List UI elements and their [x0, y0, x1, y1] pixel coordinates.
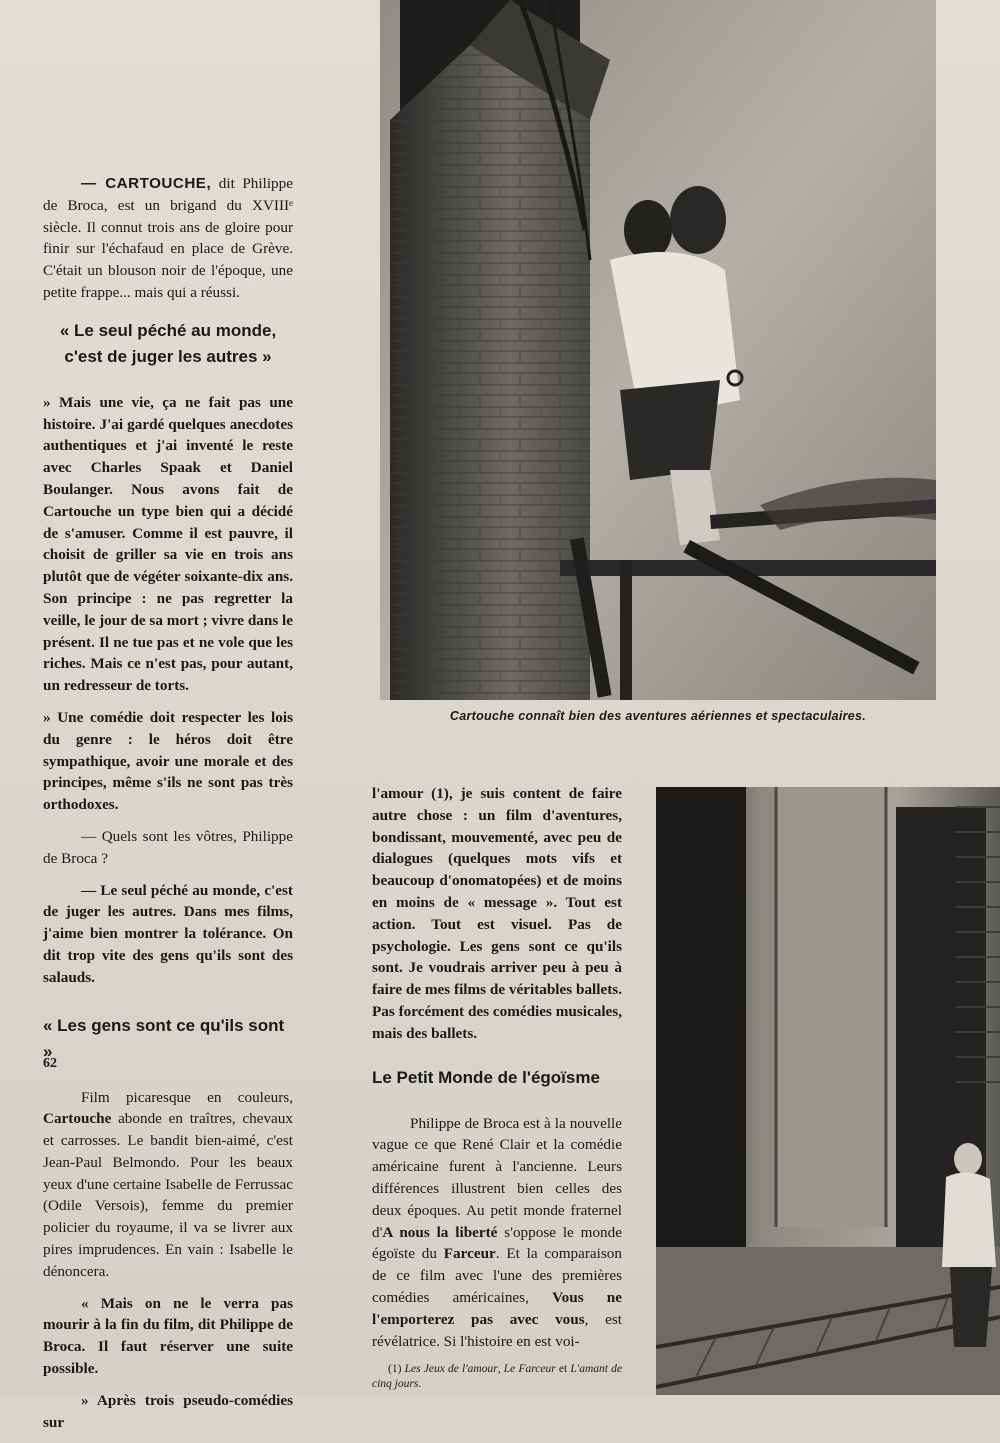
- photo-street-scene: [656, 787, 1000, 1395]
- section-heading: Le Petit Monde de l'égoïsme: [372, 1067, 600, 1087]
- photo-tower-image: [380, 0, 936, 700]
- photo-caption: Cartouche connaît bien des aventures aériennes et spectaculaires.: [449, 709, 867, 723]
- article-paragraph: « Mais on ne le verra pas mourir à la fin du film, dit Philippe de Broca. Il faut réserver une suite possible.: [43, 1294, 293, 1378]
- article-column-left: [43, 173, 293, 1443]
- article-paragraph: — Quels sont les vôtres, Philippe de Broca ?: [43, 827, 293, 867]
- article-paragraph: » Mais une vie, ça ne fait pas une histoire. J'ai gardé quelques anecdotes authentiques et j'ai inventé le reste avec Charles Spaak et Daniel Boulanger. Nous avons fait de Cartouche un type bien qui a décidé de s'amuser. Comme il est pauvre, il choisit de griller sa vie en trois ans plutôt que de végéter soixante-dix ans. Son principe : ne pas regretter la veille, le jour de sa mort ; vivre dans le présent. Il ne tue pas et ne vole que les riches. Mais ce n'est pas, pour autant, un redresseur de torts.: [43, 393, 293, 695]
- footnote: (1) Les Jeux de l'amour, Le Farceur et L'amant de cinq jours.: [372, 1363, 622, 1391]
- article-paragraph: — CARTOUCHE, dit Philippe de Broca, est un brigand du XVIIIᵉ siècle. Il connut trois ans de gloire pour finir sur l'échafaud en place de Grève. C'était un blouson noir de l'époque, une petite frappe... mais qui a réussi.: [43, 175, 293, 301]
- article-paragraph: » Après trois pseudo-comédies sur: [43, 1391, 293, 1431]
- section-heading: « Le seul péché au monde, c'est de juger les autres »: [59, 320, 277, 366]
- article-paragraph: » Une comédie doit respecter les lois du genre : le héros doit être sympathique, avoir une morale et des principes, même s'ils ne sont pas très orthodoxes.: [43, 708, 293, 814]
- lead-word: — CARTOUCHE,: [81, 175, 212, 192]
- section-heading: « Les gens sont ce qu'ils sont »: [43, 1015, 285, 1061]
- photo-street-image: [656, 787, 1000, 1395]
- article-column-right: [372, 783, 622, 1402]
- article-paragraph: Film picaresque en couleurs, Cartouche abonde en traîtres, chevaux et carrosses. Le bandit bien-aimé, c'est Jean-Paul Belmondo. Pour les beaux yeux d'une certaine Isabelle de Ferrussac (Odile Versois), femme du premier policier du royaume, il va se livrer aux pires imprudences. En vain : Isabelle le dénoncera.: [43, 1088, 293, 1280]
- article-paragraph: Philippe de Broca est à la nouvelle vague ce que René Clair et la comédie américaine furent à l'ancienne. Leurs différences illustrent bien celles des deux époques. Au petit monde fraternel d'A nous la liberté s'oppose le monde égoïste du Farceur. Et la comparaison de ce film avec l'une des premières comédies américaines, Vous ne l'emporterez pas avec vous, est révélatrice. Si l'histoire en est voi-: [372, 1114, 622, 1350]
- page-number: 62: [43, 1056, 57, 1071]
- article-paragraph: — Le seul péché au monde, c'est de juger les autres. Dans mes films, j'aime bien montrer la tolérance. On dit trop vite des gens qu'ils sont des salauds.: [43, 881, 293, 986]
- article-paragraph: l'amour (1), je suis content de faire autre chose : un film d'aventures, bondissant, mouvementé, avec peu de dialogues (quelques mots vifs et beaucoup d'onomatopées) et de moins en moins de « message ». Tout est action. Tout est visuel. Pas de psychologie. Les gens sont ce qu'ils sont. Je voudrais arriver peu à peu à faire de mes films de véritables ballets. Pas forcément des comédies musicales, mais des ballets.: [372, 785, 622, 1042]
- photo-tower-scene: [380, 0, 936, 700]
